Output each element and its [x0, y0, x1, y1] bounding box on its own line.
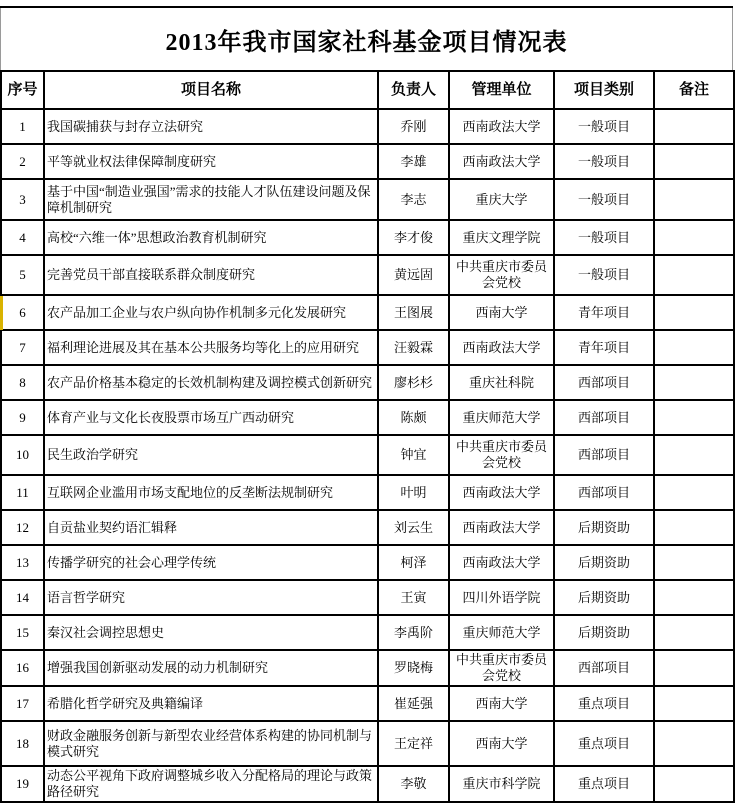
- cell-no: 18: [1, 721, 44, 766]
- cell-leader: 李敬: [378, 766, 449, 802]
- cell-unit: 重庆师范大学: [449, 400, 554, 435]
- cell-unit: 西南政法大学: [449, 545, 554, 580]
- table-row: [1, 365, 734, 400]
- cell-no: 11: [1, 475, 44, 510]
- cell-name: 高校“六维一体”思想政治教育机制研究: [44, 220, 378, 255]
- cell-unit: 重庆师范大学: [449, 615, 554, 650]
- table-row: [1, 686, 734, 721]
- page-title: 2013年我市国家社科基金项目情况表: [165, 29, 568, 56]
- table-row: [1, 721, 734, 766]
- cell-note: [654, 650, 734, 686]
- cell-name: 完善党员干部直接联系群众制度研究: [44, 255, 378, 295]
- cell-unit: 西南政法大学: [449, 510, 554, 545]
- cell-leader: 乔刚: [378, 109, 449, 144]
- cell-note: [654, 510, 734, 545]
- cell-no: 2: [1, 144, 44, 179]
- cell-unit: 西南政法大学: [449, 109, 554, 144]
- cell-no: 6: [1, 295, 44, 330]
- col-header-unit: 管理单位: [449, 71, 554, 109]
- table-row: [1, 179, 734, 220]
- cell-leader: 叶明: [378, 475, 449, 510]
- cell-leader: 崔延强: [378, 686, 449, 721]
- cell-no: 16: [1, 650, 44, 686]
- cell-unit: 西南大学: [449, 686, 554, 721]
- cell-name: 福利理论进展及其在基本公共服务均等化上的应用研究: [44, 330, 378, 365]
- cell-name: 自贡盐业契约语汇辑释: [44, 510, 378, 545]
- cell-name: 平等就业权法律保障制度研究: [44, 144, 378, 179]
- cell-leader: 李禹阶: [378, 615, 449, 650]
- col-header-category: 项目类别: [554, 71, 654, 109]
- cell-no: 5: [1, 255, 44, 295]
- col-header-no: 序号: [1, 71, 44, 109]
- cell-unit: 西南政法大学: [449, 475, 554, 510]
- row-selection-marker: [0, 296, 3, 330]
- cell-cat: 后期资助: [554, 545, 654, 580]
- cell-leader: 李才俊: [378, 220, 449, 255]
- cell-unit: 中共重庆市委员会党校: [449, 650, 554, 686]
- col-header-leader: 负责人: [378, 71, 449, 109]
- cell-unit: 重庆文理学院: [449, 220, 554, 255]
- cell-cat: 西部项目: [554, 650, 654, 686]
- cell-name: 农产品价格基本稳定的长效机制构建及调控模式创新研究: [44, 365, 378, 400]
- cell-cat: 青年项目: [554, 295, 654, 330]
- cell-leader: 廖杉杉: [378, 365, 449, 400]
- table-row: [1, 580, 734, 615]
- cell-no: 14: [1, 580, 44, 615]
- cell-leader: 李雄: [378, 144, 449, 179]
- cell-no: 4: [1, 220, 44, 255]
- worksheet: [0, 6, 733, 803]
- cell-cat: 西部项目: [554, 365, 654, 400]
- cell-name: 语言哲学研究: [44, 580, 378, 615]
- cell-note: [654, 615, 734, 650]
- cell-cat: 一般项目: [554, 109, 654, 144]
- cell-cat: 一般项目: [554, 220, 654, 255]
- cell-unit: 西南政法大学: [449, 144, 554, 179]
- cell-note: [654, 220, 734, 255]
- cell-note: [654, 255, 734, 295]
- cell-unit: 中共重庆市委员会党校: [449, 435, 554, 475]
- cell-name: 农产品加工企业与农户纵向协作机制多元化发展研究: [44, 295, 378, 330]
- cell-unit: 四川外语学院: [449, 580, 554, 615]
- table-row: [1, 650, 734, 686]
- table-row: [1, 615, 734, 650]
- col-header-note: 备注: [654, 71, 734, 109]
- cell-unit: 重庆社科院: [449, 365, 554, 400]
- cell-note: [654, 109, 734, 144]
- cell-note: [654, 400, 734, 435]
- cell-leader: 王寅: [378, 580, 449, 615]
- cell-leader: 钟宜: [378, 435, 449, 475]
- table-row: [1, 400, 734, 435]
- cell-cat: 重点项目: [554, 721, 654, 766]
- cell-no: 3: [1, 179, 44, 220]
- cell-no: 1: [1, 109, 44, 144]
- cell-unit: 西南大学: [449, 721, 554, 766]
- cell-name: 财政金融服务创新与新型农业经营体系构建的协同机制与模式研究: [44, 721, 378, 766]
- cell-cat: 青年项目: [554, 330, 654, 365]
- cell-no: 13: [1, 545, 44, 580]
- cell-note: [654, 766, 734, 802]
- table-row: [1, 475, 734, 510]
- cell-name: 基于中国“制造业强国”需求的技能人才队伍建设问题及保障机制研究: [44, 179, 378, 220]
- cell-name: 传播学研究的社会心理学传统: [44, 545, 378, 580]
- cell-name: 民生政治学研究: [44, 435, 378, 475]
- cell-name: 增强我国创新驱动发展的动力机制研究: [44, 650, 378, 686]
- cell-cat: 西部项目: [554, 475, 654, 510]
- cell-leader: 汪毅霖: [378, 330, 449, 365]
- cell-unit: 重庆市科学院: [449, 766, 554, 802]
- cell-cat: 后期资助: [554, 615, 654, 650]
- cell-name: 互联网企业滥用市场支配地位的反垄断法规制研究: [44, 475, 378, 510]
- cell-note: [654, 580, 734, 615]
- cell-name: 希腊化哲学研究及典籍编译: [44, 686, 378, 721]
- table-row: [1, 545, 734, 580]
- cell-note: [654, 721, 734, 766]
- table-row: [1, 766, 734, 802]
- cell-no: 19: [1, 766, 44, 802]
- cell-leader: 黄远固: [378, 255, 449, 295]
- cell-note: [654, 330, 734, 365]
- cell-leader: 李志: [378, 179, 449, 220]
- cell-no: 12: [1, 510, 44, 545]
- cell-leader: 罗晓梅: [378, 650, 449, 686]
- table-row: [1, 144, 734, 179]
- cell-cat: 西部项目: [554, 400, 654, 435]
- cell-cat: 后期资助: [554, 510, 654, 545]
- cell-leader: 陈颇: [378, 400, 449, 435]
- cell-unit: 西南大学: [449, 295, 554, 330]
- cell-name: 动态公平视角下政府调整城乡收入分配格局的理论与政策路径研究: [44, 766, 378, 802]
- col-header-name: 项目名称: [44, 71, 378, 109]
- cell-note: [654, 365, 734, 400]
- cell-cat: 后期资助: [554, 580, 654, 615]
- cell-cat: 重点项目: [554, 766, 654, 802]
- cell-note: [654, 686, 734, 721]
- table-row: [1, 220, 734, 255]
- cell-note: [654, 435, 734, 475]
- cell-no: 9: [1, 400, 44, 435]
- table-row: [1, 255, 734, 295]
- cell-name: 秦汉社会调控思想史: [44, 615, 378, 650]
- projects-table: [0, 70, 735, 803]
- cell-leader: 柯泽: [378, 545, 449, 580]
- table-row: [1, 109, 734, 144]
- cell-note: [654, 179, 734, 220]
- cell-no: 10: [1, 435, 44, 475]
- cell-no: 8: [1, 365, 44, 400]
- cell-note: [654, 475, 734, 510]
- cell-leader: 刘云生: [378, 510, 449, 545]
- cell-cat: 一般项目: [554, 255, 654, 295]
- cell-cat: 西部项目: [554, 435, 654, 475]
- cell-name: 体育产业与文化长夜股票市场互广西动研究: [44, 400, 378, 435]
- cell-note: [654, 295, 734, 330]
- cell-cat: 重点项目: [554, 686, 654, 721]
- cell-leader: 王定祥: [378, 721, 449, 766]
- cell-name: 我国碳捕获与封存立法研究: [44, 109, 378, 144]
- cell-leader: 王图展: [378, 295, 449, 330]
- cell-unit: 西南政法大学: [449, 330, 554, 365]
- cell-note: [654, 545, 734, 580]
- table-row: [1, 295, 734, 330]
- cell-cat: 一般项目: [554, 144, 654, 179]
- table-row: [1, 510, 734, 545]
- cell-cat: 一般项目: [554, 179, 654, 220]
- cell-no: 7: [1, 330, 44, 365]
- cell-note: [654, 144, 734, 179]
- cell-unit: 重庆大学: [449, 179, 554, 220]
- cell-unit: 中共重庆市委员会党校: [449, 255, 554, 295]
- table-title-row: [0, 8, 733, 70]
- cell-no: 15: [1, 615, 44, 650]
- cell-no: 17: [1, 686, 44, 721]
- table-row: [1, 330, 734, 365]
- header-row: [1, 71, 734, 109]
- table-row: [1, 435, 734, 475]
